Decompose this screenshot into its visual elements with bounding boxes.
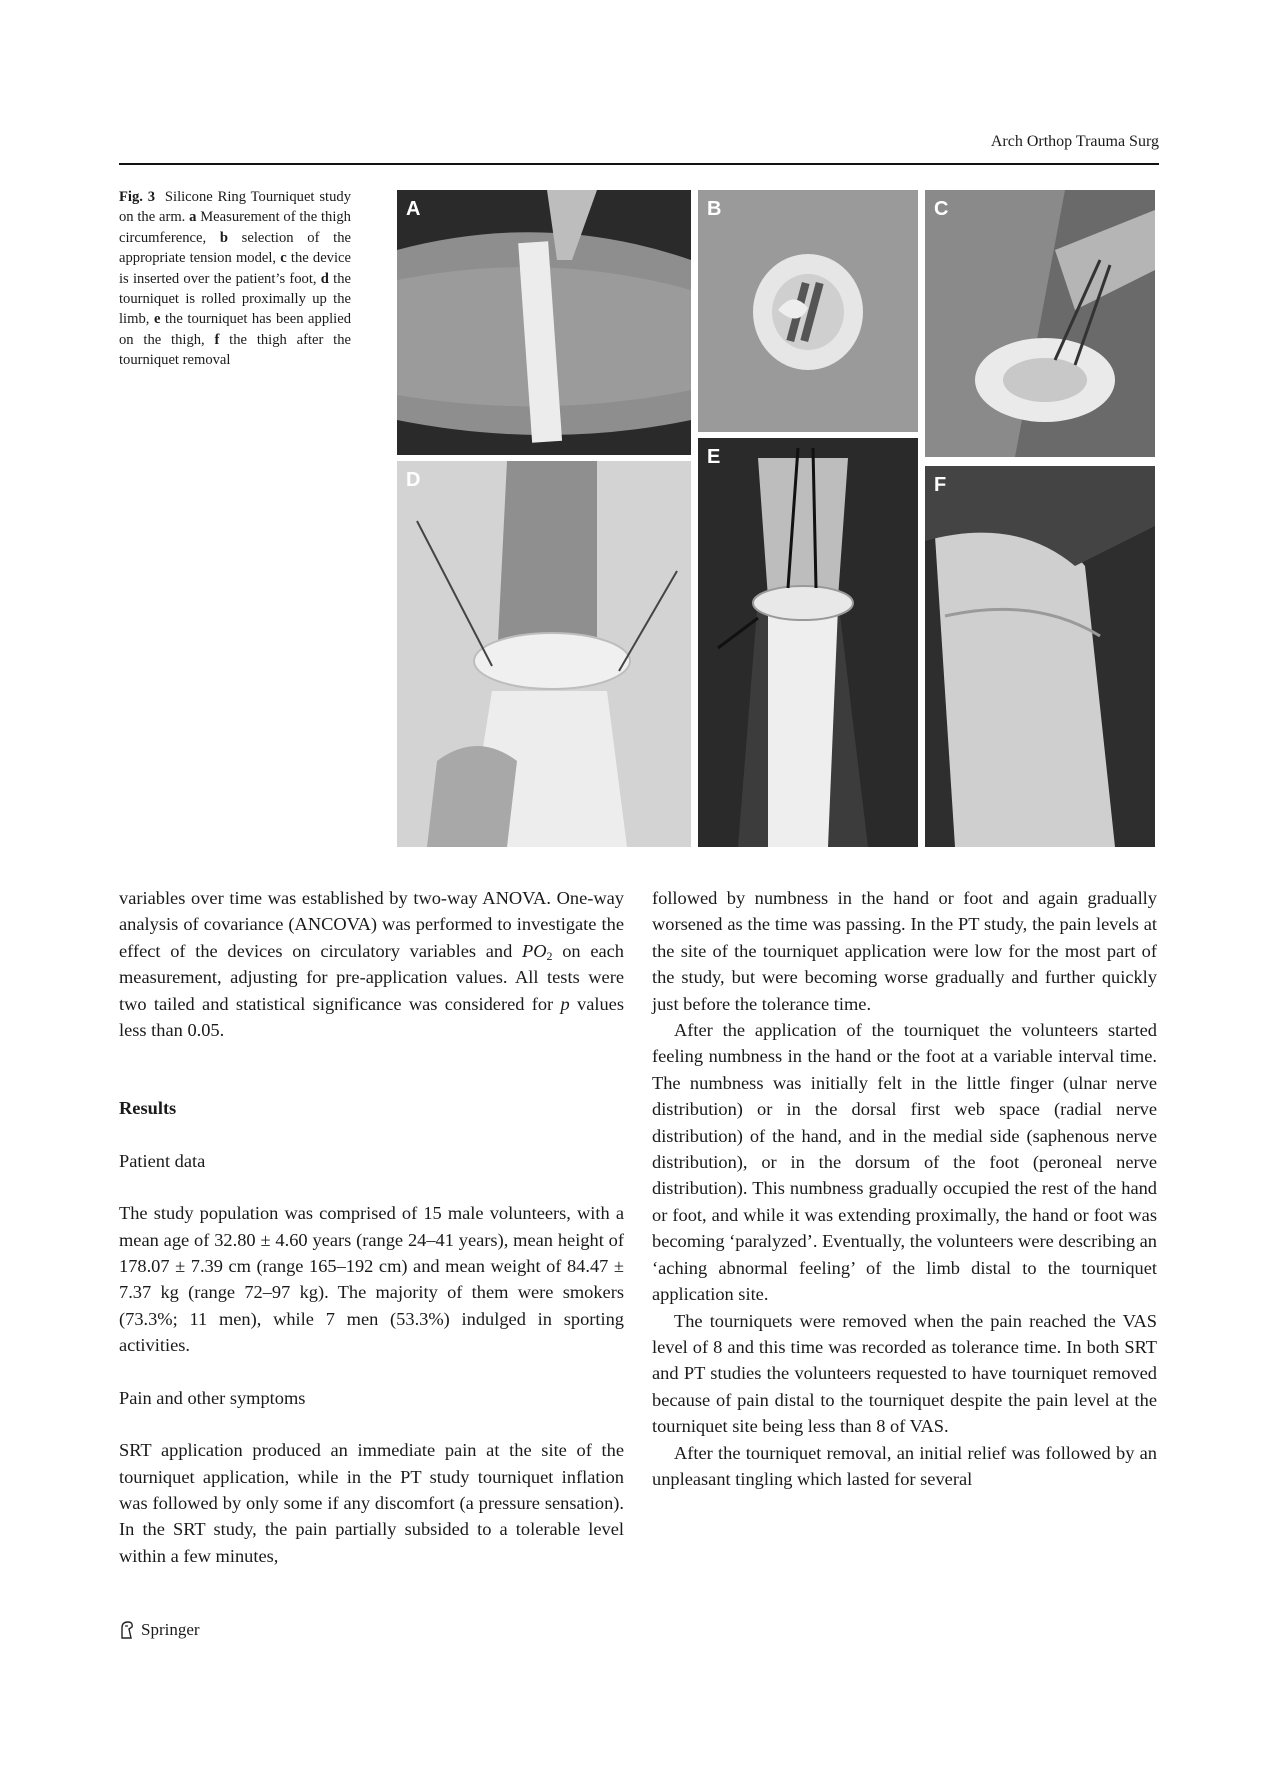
p-variable: p (560, 993, 570, 1014)
figure-caption (119, 187, 351, 371)
pain-symptoms-heading: Pain and other symptoms (119, 1387, 306, 1408)
springer-horse-icon (119, 1620, 135, 1640)
pain-symptoms-paragraph: SRT application produced an immediate pain at the site of the tourniquet application, while in the PT study tourniquet inflation was followed by only some if any discomfort (a pressure sensation). In the SRT study, the pain partially subsided to a tolerable level within a few minutes, (119, 1440, 624, 1566)
caption-text-2: Measurement of the thigh circumference, (119, 209, 351, 246)
page-footer (119, 1620, 200, 1640)
photo-panel-c (925, 190, 1155, 457)
panel-label-e: E (707, 446, 721, 468)
methods-text-start: variables over time was established by two-way ANOVA. One-way analysis of covariance (ANCOVA) was performed to investigate the effect of the devices on circulatory variables and (119, 888, 624, 961)
right-paragraph-4: After the tourniquet removal, an initial relief was followed by an unpleasant tingling which lasted for several (652, 1442, 1157, 1489)
po2-variable: PO (522, 940, 547, 961)
panel-label-f: F (934, 474, 947, 496)
patient-data-paragraph: The study population was comprised of 15 male volunteers, with a mean age of 32.80 ± 4.60 years (range 24–41 years), mean height of 178.07 ± 7.39 cm (range 165–192 cm) and mean weight of 84.47 ± 7.37 kg (range 72–97 kg). The majority of them were smokers (73.3%; 11 men), while 7 men (53.3%) indulged in sporting activities. (119, 1203, 624, 1356)
panel-label-b: B (707, 198, 722, 220)
panel-label-a: A (406, 198, 421, 220)
caption-text-5: the tourniquet is rolled proximally up the limb, (119, 270, 351, 328)
caption-letter-b: b (219, 229, 228, 246)
journal-name: Arch Orthop Trauma Surg (990, 133, 1159, 150)
po2-subscript: 2 (546, 948, 553, 963)
panel-label-c: C (934, 198, 949, 220)
right-paragraph-2: After the application of the tourniquet the volunteers started feeling numbness in the hand or the foot at a variable interval time. The numbness was initially felt in the little finger (ulnar nerve distribution) or in the dorsal first web space (radial nerve distribution) of the hand, and in the medial side (saphenous nerve distribution), or in the dorsum of the foot (peroneal nerve distribution). This numbness gradually occupied the rest of the hand or foot, and while it was extending proximally, the hand or foot was becoming ‘paralyzed’. Eventually, the volunteers were describing an ‘aching abnormal feeling’ of the limb distal to the tourniquet application site. (652, 1020, 1157, 1305)
photo-panel-a (397, 190, 691, 455)
caption-letter-d: d (320, 270, 329, 287)
right-column (652, 885, 1157, 1492)
caption-letter-c: c (280, 250, 287, 267)
patient-data-heading: Patient data (119, 1150, 206, 1171)
photo-panel-e (698, 438, 918, 847)
methods-text-end: values less than 0.05. (119, 993, 624, 1041)
caption-letter-f: f (214, 331, 220, 348)
photo-panel-f (925, 466, 1155, 847)
methods-paragraph (119, 885, 624, 1043)
right-paragraph-3: The tourniquets were removed when the pain reached the VAS level of 8 and this time was recorded as tolerance time. In both SRT and PT studies the volunteers requested to have tourniquet removed because of pain distal to the tourniquet despite the pain level at the tourniquet site being less than 8 of VAS. (652, 1310, 1157, 1437)
panel-label-d: D (406, 469, 421, 491)
caption-text-6: the tourniquet has been applied on the thigh, (119, 311, 351, 348)
photo-panel-d (397, 461, 691, 847)
left-column (119, 885, 624, 1569)
caption-text-1: Silicone Ring Tourniquet study on the arm. (119, 189, 351, 226)
right-paragraph-1: followed by numbness in the hand or foot and again gradually worsened as the time was passing. In the PT study, the pain levels at the site of the tourniquet application were low for the most part of the study, but were becoming worse gradually and further quickly just before the tolerance time. (652, 888, 1157, 1014)
caption-letter-e: e (153, 311, 161, 328)
running-header (119, 133, 1159, 165)
caption-text-7: the thigh after the tourniquet removal (119, 331, 351, 369)
caption-text-3: selection of the appropriate tension model, (119, 229, 351, 267)
figure-label: Fig. 3 (119, 189, 156, 205)
caption-letter-a: a (189, 209, 197, 226)
publisher-name: Springer (141, 1620, 200, 1639)
photo-panel-b (698, 190, 918, 432)
results-heading: Results (119, 1098, 177, 1119)
methods-text-mid: on each measurement, adjusting for pre-application values. All tests were two tailed and statistical significance was considered for (119, 940, 625, 1014)
caption-text-4: the device is inserted over the patient’s foot, (119, 250, 351, 287)
